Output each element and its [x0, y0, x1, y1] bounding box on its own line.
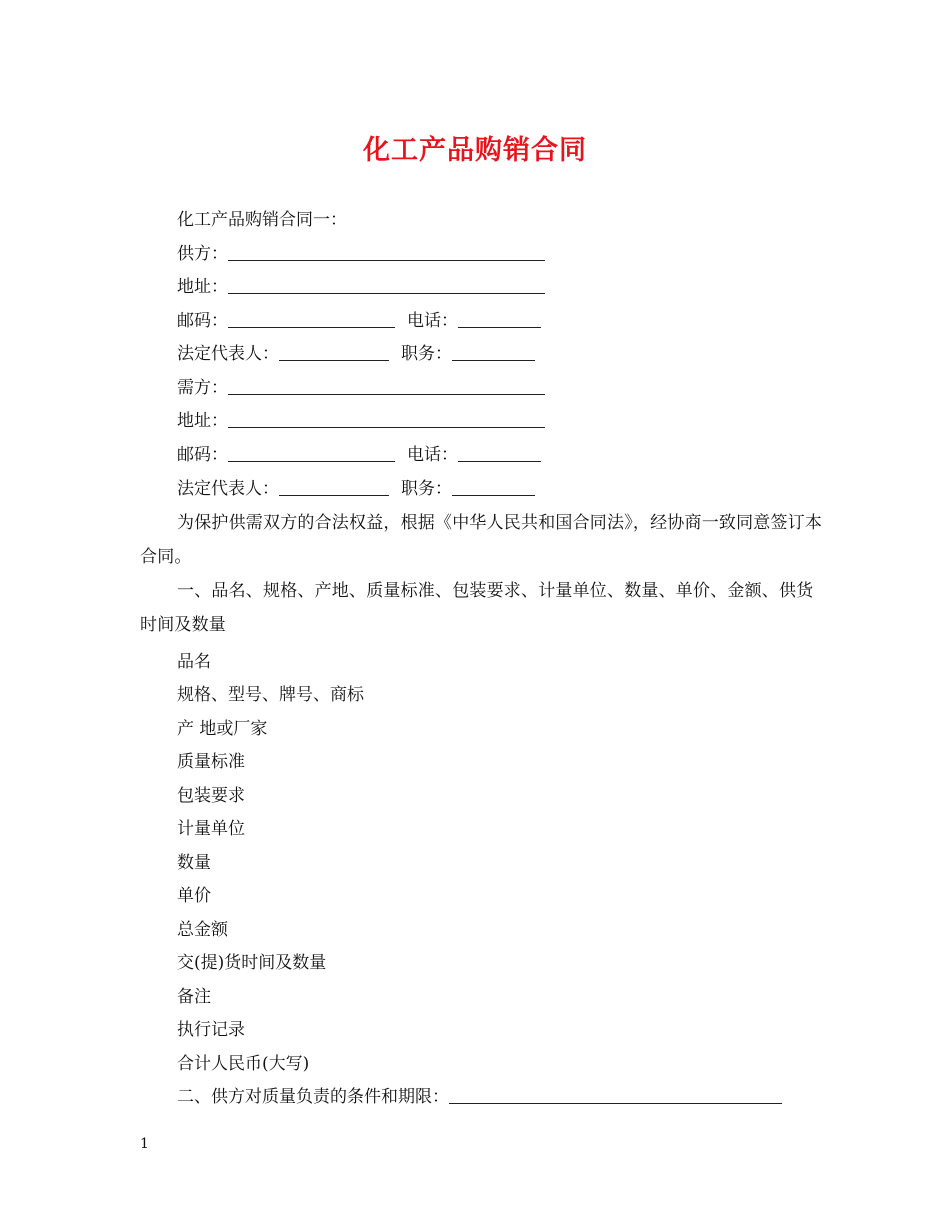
supplier-name-label: 供方： — [177, 244, 228, 264]
supplier-name-row — [177, 242, 545, 266]
item-total-amount: 总金额 — [177, 920, 228, 940]
supplier-name-blank[interactable] — [228, 243, 545, 261]
item-specification: 规格、型号、牌号、商标 — [177, 685, 364, 705]
item-unit-price: 单价 — [177, 886, 211, 906]
buyer-rep-blank[interactable] — [279, 478, 389, 496]
supplier-rep-label: 法定代表人： — [177, 344, 279, 364]
supplier-postcode-label: 邮码： — [177, 311, 228, 331]
item-remarks: 备注 — [177, 987, 211, 1007]
section-1-heading: 一、品名、规格、产地、质量标准、包装要求、计量单位、数量、单价、金额、供货时间及数量 — [140, 581, 814, 635]
buyer-name-blank[interactable] — [228, 377, 545, 395]
supplier-postcode-blank[interactable] — [228, 310, 395, 328]
buyer-address-label: 地址： — [177, 411, 228, 431]
item-delivery-time: 交(提)货时间及数量 — [177, 953, 327, 973]
supplier-phone-label: 电话： — [407, 311, 458, 331]
supplier-postcode-row — [177, 309, 541, 333]
supplier-address-label: 地址： — [177, 277, 228, 297]
supplier-position-blank[interactable] — [452, 343, 535, 361]
buyer-postcode-blank[interactable] — [228, 444, 395, 462]
buyer-phone-blank[interactable] — [458, 444, 541, 462]
buyer-address-blank[interactable] — [228, 410, 545, 428]
supplier-rep-row — [177, 342, 535, 366]
section-2-row — [177, 1085, 782, 1109]
buyer-name-row — [177, 376, 545, 400]
supplier-phone-blank[interactable] — [458, 310, 541, 328]
item-packaging: 包装要求 — [177, 786, 245, 806]
buyer-address-row — [177, 409, 545, 433]
supplier-position-label: 职务： — [401, 344, 452, 364]
supplier-address-blank[interactable] — [228, 276, 545, 294]
item-execution-record: 执行记录 — [177, 1020, 245, 1040]
page-number: 1 — [140, 1136, 149, 1152]
section-2-label: 二、供方对质量负责的条件和期限： — [177, 1087, 449, 1107]
buyer-name-label: 需方： — [177, 378, 228, 398]
item-quality-standard: 质量标准 — [177, 752, 245, 772]
buyer-postcode-row — [177, 443, 541, 467]
document-title: 化工产品购销合同 — [363, 135, 587, 166]
item-origin: 产 地或厂家 — [177, 719, 268, 739]
buyer-rep-row — [177, 477, 535, 501]
buyer-postcode-label: 邮码： — [177, 445, 228, 465]
buyer-rep-label: 法定代表人： — [177, 479, 279, 499]
contract-subtitle: 化工产品购销合同一： — [177, 210, 347, 230]
item-unit: 计量单位 — [177, 819, 245, 839]
section-2-blank[interactable] — [449, 1086, 782, 1104]
intro-paragraph: 为保护供需双方的合法权益，根据《中华人民共和国合同法》，经协商一致同意签订本合同。 — [140, 513, 823, 567]
buyer-position-label: 职务： — [401, 479, 452, 499]
supplier-address-row — [177, 275, 545, 299]
item-total-rmb: 合计人民币(大写) — [177, 1054, 310, 1074]
buyer-phone-label: 电话： — [407, 445, 458, 465]
item-product-name: 品名 — [177, 652, 211, 672]
supplier-rep-blank[interactable] — [279, 343, 389, 361]
buyer-position-blank[interactable] — [452, 478, 535, 496]
item-quantity: 数量 — [177, 853, 211, 873]
